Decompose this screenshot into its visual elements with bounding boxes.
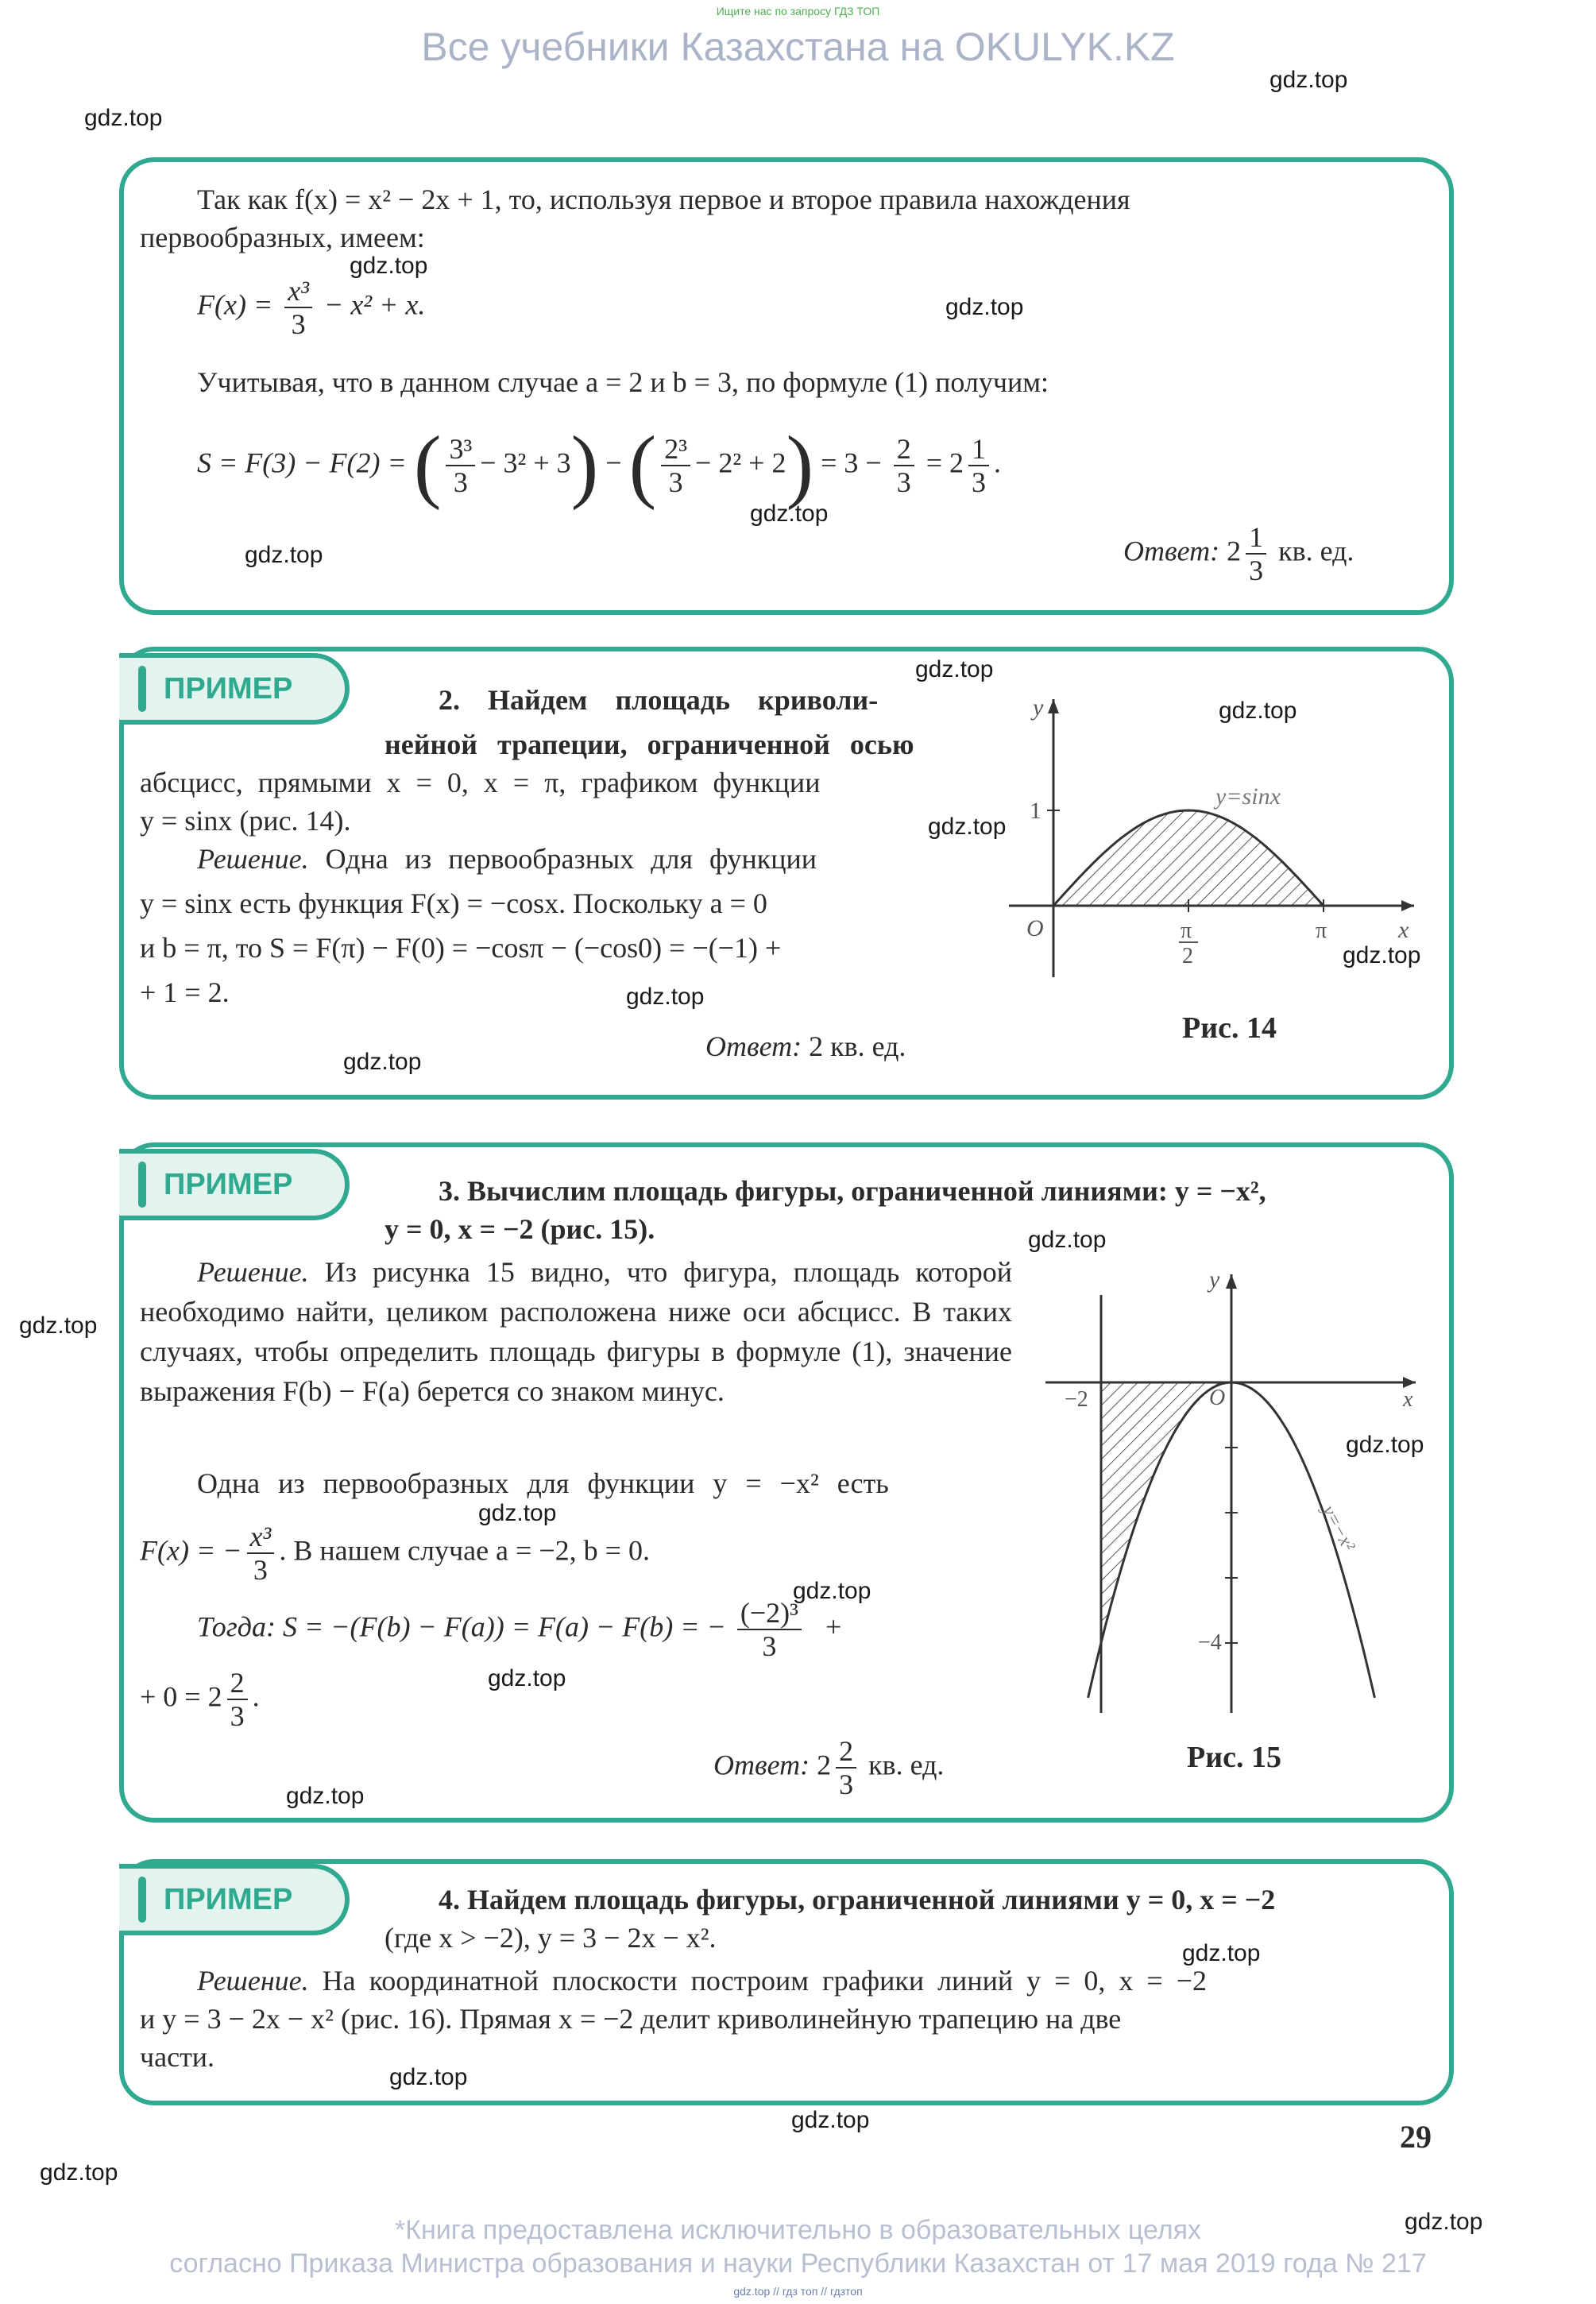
fraction: $\frac{2}{3}$ (894, 433, 914, 498)
fraction: $\frac{1}{3}$ (1246, 521, 1266, 586)
ex4-line1: 4. Найдем площадь фигуры, ограниченной линиями y = 0, x = −2 (439, 1884, 1276, 1915)
box1-line3: Учитывая, что в данном случае a = 2 и b = 3, по формуле (1) получим: (197, 366, 1049, 398)
figure-15-caption: Рис. 15 (1187, 1741, 1281, 1774)
example-tab-3: ПРИМЕР (119, 1149, 350, 1220)
ex3-paragraph-2: Одна из первообразных для функции y = −x² есть (197, 1467, 889, 1499)
watermark: gdz.top (478, 1500, 557, 1526)
ex2-line3: абсцисс, прямыми x = 0, x = π, графиком функции (140, 767, 821, 798)
page-number: 29 (1400, 2119, 1432, 2155)
figure-14-sin-graph (1001, 683, 1430, 985)
ex4-line3 (197, 1961, 1207, 2001)
ex3-answer (713, 1735, 944, 1800)
x-tick-label: −2 (1065, 1387, 1088, 1412)
box1-answer (1123, 521, 1354, 586)
origin-label: O (1026, 915, 1044, 941)
curve-label: y=−x² (1317, 1502, 1359, 1555)
origin-label: O (1209, 1386, 1226, 1410)
footer-line-2: согласно Приказа Министра образования и науки Республики Казахстан от 17 мая 2019 года № 217 (169, 2248, 1427, 2279)
ex4-line5: части. (140, 2041, 215, 2073)
curve-label: y=sinx (1215, 783, 1281, 810)
watermark: gdz.top (19, 1312, 98, 1339)
x-tick-label-pi: π (1316, 918, 1327, 943)
solution-text: Из рисунка 15 видно, что фигура, площадь которой необходимо найти, целиком расположена ниже оси абсцисс. В таких случаях, чтобы определить площадь фигуры в формуле (1), значение выражения F(b) − F(a) берется со знаком минус. (140, 1256, 1012, 1407)
solution-text: Одна из первообразных для функции (325, 843, 817, 875)
formula-text: Тогда: S = −(F(b) − F(a)) = F(a) − F(b) = − (197, 1610, 726, 1643)
figure-15-parabola-graph (1041, 1263, 1430, 1716)
x-axis-arrow (1403, 1377, 1416, 1388)
example-tab-2: ПРИМЕР (119, 653, 350, 725)
formula-text: − 2² + 2 (695, 446, 786, 479)
x-tick-label-pi-half-num: π (1181, 918, 1192, 943)
answer-unit: кв. ед. (868, 1749, 945, 1781)
formula-text: − x² + x. (324, 288, 426, 321)
formula-text: F(x) = (197, 288, 273, 321)
fraction: $\frac{\text{x³}}{3}$ (284, 275, 312, 340)
ex3-paragraph-1 (140, 1252, 1012, 1411)
watermark: gdz.top (1269, 67, 1348, 93)
solution-label: Решение. (197, 843, 309, 875)
x-axis-arrow (1401, 900, 1414, 911)
ex3-last-formula (140, 1667, 260, 1732)
formula-text: S = F(3) − F(2) = (197, 446, 407, 479)
formula-text: + 0 = 2 (140, 1680, 222, 1713)
fraction: $\frac{2}{3}$ (836, 1735, 856, 1800)
fraction: $\frac{2}{3}$ (227, 1667, 248, 1732)
answer-unit: кв. ед. (1278, 535, 1354, 567)
x-axis-label: x (1398, 917, 1409, 943)
ex2-line4: y = sinx (рис. 14). (140, 805, 351, 837)
y-axis-arrow (1226, 1274, 1237, 1289)
ex2-line8: + 1 = 2. (140, 976, 230, 1008)
ex2-line2: нейной трапеции, ограниченной осью (385, 729, 914, 760)
watermark: gdz.top (791, 2107, 870, 2133)
watermark: gdz.top (84, 105, 163, 131)
paren: ) (570, 419, 599, 511)
watermark: gdz.top (1219, 698, 1297, 724)
answer-label: Ответ: (1123, 535, 1220, 567)
box1-line2: первообразных, имеем: (140, 222, 425, 253)
watermark: gdz.top (750, 501, 829, 527)
footer-bottom-tag[interactable]: gdz.top // гдз топ // гдзтоп (733, 2285, 863, 2298)
figure-14-caption: Рис. 14 (1182, 1011, 1277, 1045)
watermark: gdz.top (286, 1783, 365, 1809)
ex3-formula-F (140, 1521, 650, 1586)
watermark: gdz.top (1346, 1432, 1424, 1458)
solution-label: Решение. (197, 1256, 309, 1288)
box1-line1: Так как f(x) = x² − 2x + 1, то, используя первое и второе правила нахождения (197, 184, 1130, 215)
y-tick-label: −4 (1198, 1630, 1222, 1655)
paren: ( (413, 419, 442, 511)
example-tab-4: ПРИМЕР (119, 1864, 350, 1935)
y-axis-arrow (1048, 699, 1059, 713)
formula-text: 2 (1227, 535, 1242, 567)
y-axis-label: y (1033, 694, 1044, 721)
answer-label: Ответ: (705, 1030, 802, 1062)
shaded-area (1101, 1382, 1231, 1643)
box1-formula-S (197, 419, 1002, 511)
x-axis-label: x (1403, 1387, 1413, 1412)
footer-line-1: *Книга предоставлена исключительно в образовательных целях (394, 2215, 1202, 2245)
answer-label: Ответ: (713, 1749, 810, 1781)
ex2-line1: 2. Найдем площадь криволи- (439, 684, 879, 716)
fraction: $\frac{\text{(−2)³}}{3}$ (737, 1597, 802, 1662)
fraction: $\frac{1}{3}$ (968, 433, 989, 498)
watermark: gdz.top (626, 984, 705, 1010)
watermark: gdz.top (343, 1049, 422, 1075)
formula-text: − 3² + 3 (480, 446, 571, 479)
shaded-area (1053, 810, 1324, 906)
formula-text: . В нашем случае a = −2, b = 0. (279, 1534, 650, 1567)
ex3-line1: 3. Вычислим площадь фигуры, ограниченной линиями: y = −x², (439, 1175, 1266, 1207)
ex3-line2: y = 0, x = −2 (рис. 15). (385, 1213, 655, 1245)
fraction: $\frac{\text{3³}}{3}$ (446, 433, 475, 498)
ex2-answer (705, 1026, 906, 1066)
ex4-line2: (где x > −2), y = 3 − 2x − x². (385, 1922, 717, 1954)
ex2-line6: y = sinx есть функция F(x) = −cosx. Поскольку a = 0 (140, 887, 767, 919)
watermark: gdz.top (945, 294, 1024, 320)
watermark: gdz.top (245, 542, 323, 568)
watermark: gdz.top (915, 656, 994, 682)
ex2-line7: и b = π, то S = F(π) − F(0) = −cosπ − (−cos0) = −(−1) + (140, 932, 782, 964)
watermark: gdz.top (389, 2064, 468, 2090)
ex2-line5 (197, 839, 817, 879)
fraction: $\frac{\text{2³}}{3}$ (661, 433, 690, 498)
box1-formula-F (197, 275, 425, 340)
solution-label: Решение. (197, 1965, 309, 1997)
formula-text: = 3 − (821, 446, 882, 479)
paren: ) (786, 419, 814, 511)
answer-unit: 2 кв. ед. (809, 1030, 906, 1062)
watermark: gdz.top (1182, 1940, 1261, 1966)
formula-text: . (252, 1680, 260, 1713)
ex3-then-formula (197, 1597, 841, 1662)
y-tick-label: 1 (1030, 798, 1041, 824)
formula-text: = 2 (926, 446, 964, 479)
formula-text: 2 (817, 1749, 832, 1781)
formula-text: − (605, 446, 622, 479)
site-title[interactable]: Все учебники Казахстана на OKULYK.KZ (421, 25, 1175, 69)
watermark: gdz.top (928, 814, 1007, 840)
watermark: gdz.top (488, 1665, 566, 1691)
x-tick-label-pi-half-den: 2 (1182, 944, 1193, 968)
top-search-note: Ищите нас по запросу ГДЗ ТОП (716, 5, 880, 17)
formula-text: F(x) = − (140, 1534, 242, 1567)
watermark: gdz.top (1343, 942, 1421, 968)
watermark: gdz.top (1028, 1227, 1107, 1253)
watermark: gdz.top (1405, 2209, 1483, 2235)
solution-text: На координатной плоскости построим графики линий y = 0, x = −2 (322, 1965, 1208, 1997)
watermark: gdz.top (793, 1578, 871, 1604)
ex4-line4: и y = 3 − 2x − x² (рис. 16). Прямая x = −2 делит криволинейную трапецию на две (140, 2003, 1122, 2035)
formula-text: . (994, 446, 1002, 479)
fraction: $\frac{\text{x³}}{3}$ (247, 1521, 275, 1586)
formula-text: + (825, 1610, 842, 1643)
y-axis-label: y (1209, 1266, 1220, 1293)
paren: ( (628, 419, 657, 511)
watermark: gdz.top (40, 2159, 118, 2186)
watermark: gdz.top (350, 253, 428, 279)
